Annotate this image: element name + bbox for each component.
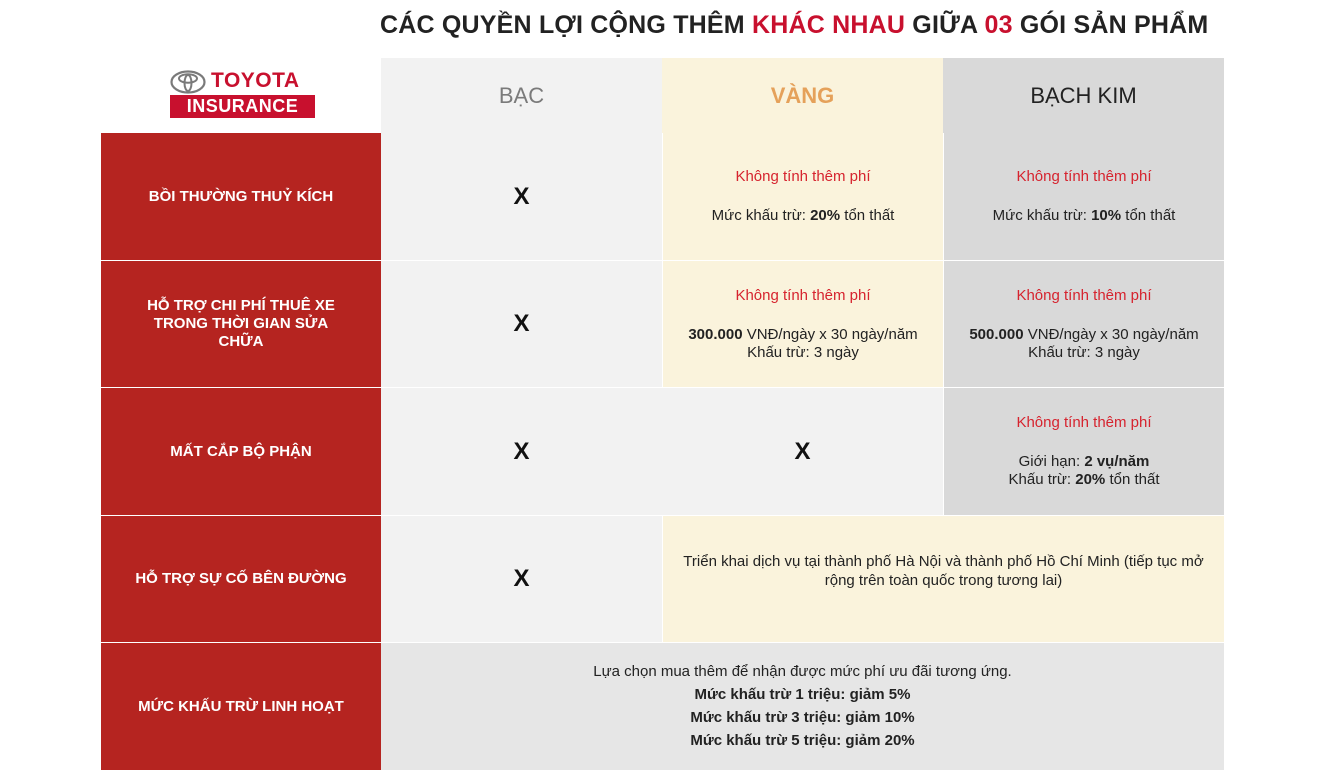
logo-top [170, 68, 315, 94]
flexible-deductible-intro: Lựa chọn mua thêm để nhận được mức phí ưu đãi tương ứng. [593, 663, 1012, 680]
rental-limit-value: 300.000 VNĐ/ngày x 30 ngày/năm [688, 325, 918, 343]
cell-silver-car-rental [381, 261, 662, 388]
title-highlight-difference: KHÁC NHAU [751, 11, 906, 39]
row-label-text: MẤT CẮP BỘ PHẬN [170, 442, 312, 460]
deductible-option: Mức khấu trừ 1 triệu: giảm 5% [694, 686, 911, 703]
rental-deductible-value: Khấu trừ: 3 ngày [1028, 343, 1140, 361]
row-label-parts-theft [101, 388, 381, 516]
toyota-emblem-icon [170, 70, 206, 94]
not-included-mark: X [513, 565, 530, 592]
cell-gold-water-hammer [662, 133, 943, 261]
cell-platinum-water-hammer [943, 133, 1224, 261]
cell-silver-parts-theft [381, 388, 662, 516]
column-header-silver: BẠC [381, 58, 662, 133]
column-header-gold: VÀNG [662, 58, 943, 133]
cell-gold-parts-theft [662, 388, 943, 516]
not-included-mark: X [513, 310, 530, 337]
free-of-charge-label: Không tính thêm phí [1016, 168, 1152, 185]
theft-deductible-value: Khấu trừ: 20% tổn thất [1008, 471, 1160, 488]
deductible-value: Mức khấu trừ: 10% tổn thất [992, 207, 1176, 224]
deductible-option: Mức khấu trừ 3 triệu: giảm 10% [690, 709, 915, 726]
row-label-text: HỖ TRỢ SỰ CỐ BÊN ĐƯỜNG [135, 570, 347, 587]
roadside-service-note: Triển khai dịch vụ tại thành phố Hà Nội và thành phố Hồ Chí Minh (tiếp tục mở rộng trên toàn quốc trong tương lai) [683, 553, 1204, 589]
row-label-flexible-deductible [101, 643, 381, 770]
cell-silver-water-hammer [381, 133, 662, 261]
cell-gold-car-rental [662, 261, 943, 388]
free-of-charge-label: Không tính thêm phí [735, 168, 871, 185]
deductible-option: Mức khấu trừ 5 triệu: giảm 20% [690, 732, 915, 749]
title-highlight-count: 03 [984, 11, 1013, 39]
row-label-water-hammer [101, 133, 381, 261]
not-included-mark: X [513, 182, 530, 210]
rental-deductible-value: Khấu trừ: 3 ngày [747, 343, 859, 361]
toyota-insurance-logo [170, 68, 315, 120]
row-label-car-rental [101, 261, 381, 388]
logo-insurance-text: INSURANCE [170, 95, 315, 118]
title-part-2: GIỮA [905, 11, 985, 39]
logo-brand-text: TOYOTA [211, 69, 300, 92]
free-of-charge-label: Không tính thêm phí [1016, 286, 1152, 304]
column-header-platinum: BẠCH KIM [943, 58, 1224, 133]
page-title [380, 8, 1225, 42]
row-label-text: MỨC KHẤU TRỪ LINH HOẠT [138, 697, 344, 715]
row-label-roadside-assistance [101, 516, 381, 643]
row-label-text: HỖ TRỢ CHI PHÍ THUÊ XE TRONG THỜI GIAN SỬA CHỮA [147, 297, 335, 350]
cell-gold-platinum-roadside [662, 516, 1224, 643]
row-label-text: BỒI THƯỜNG THUỶ KÍCH [148, 187, 334, 205]
deductible-value: Mức khấu trừ: 20% tổn thất [711, 207, 895, 224]
cell-platinum-parts-theft [943, 388, 1224, 516]
free-of-charge-label: Không tính thêm phí [735, 286, 871, 304]
rental-limit-value: 500.000 VNĐ/ngày x 30 ngày/năm [969, 325, 1199, 343]
free-of-charge-label: Không tính thêm phí [1016, 414, 1152, 431]
cell-flexible-deductible [381, 643, 1224, 770]
not-included-mark: X [794, 437, 811, 465]
title-part-1: CÁC QUYỀN LỢI CỘNG THÊM [380, 11, 752, 39]
cell-platinum-car-rental [943, 261, 1224, 388]
theft-limit-value: Giới hạn: 2 vụ/năm [1018, 453, 1150, 470]
title-part-3: GÓI SẢN PHẨM [1012, 11, 1209, 39]
not-included-mark: X [513, 437, 530, 465]
cell-silver-roadside [381, 516, 662, 643]
